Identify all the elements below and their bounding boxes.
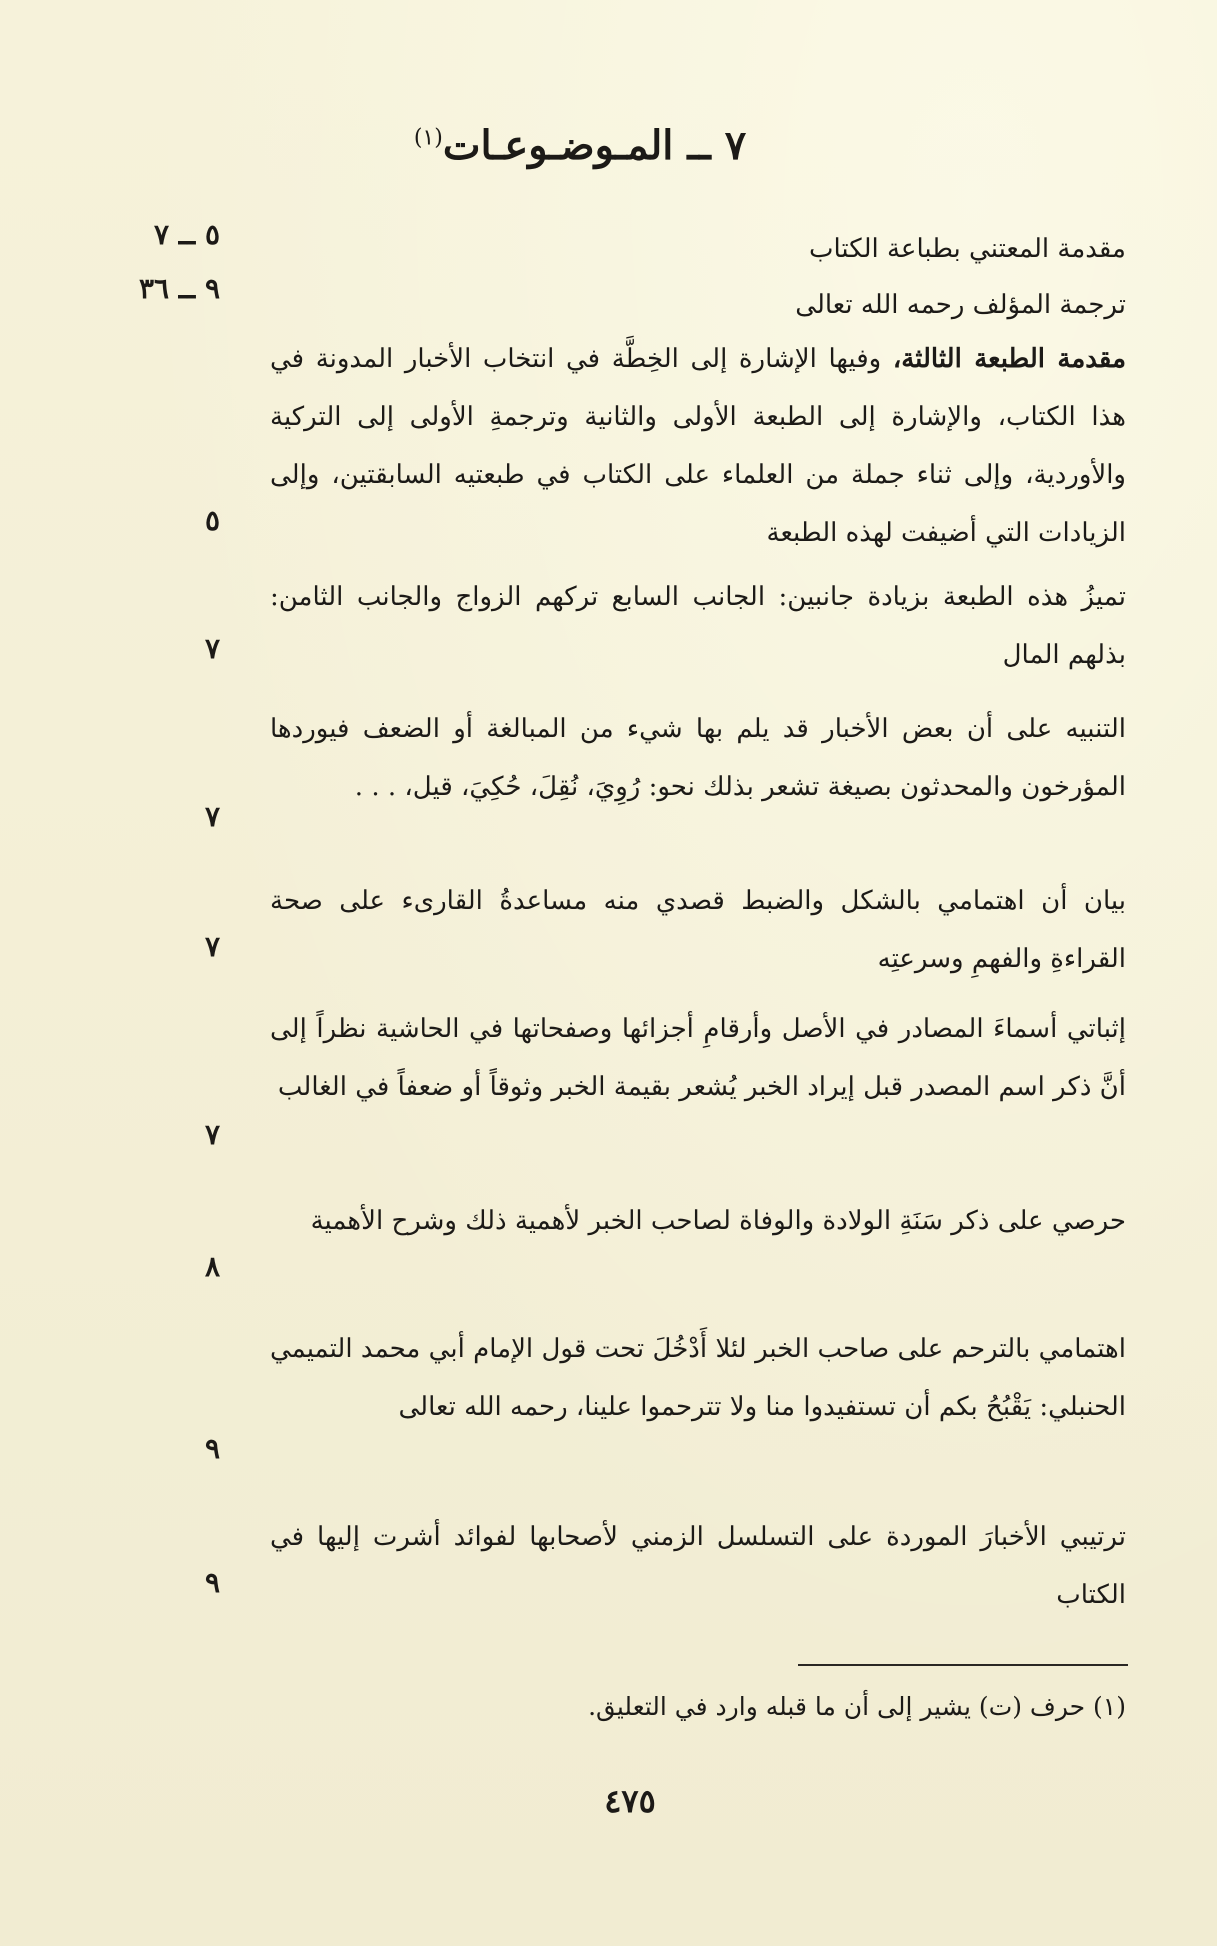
toc-entry-text: وفيها الإشارة إلى الخِطَّة في انتخاب الأخبار المدونة في هذا الكتاب، والإشارة إلى الطبعة الأولى والثانية وترجمةِ الأولى إلى التركية والأوردية، وإلى ثناء جملة من العلماء على الكتاب في طبعتيه السابقتين، وإلى الزيادات التي أضيفت لهذه الطبعة [270, 344, 1126, 548]
toc-entry [270, 1320, 1126, 1436]
toc-entry [270, 1508, 1126, 1624]
toc-entry [270, 872, 1126, 988]
toc-entry-text: حرصي على ذكر سَنَةِ الولادة والوفاة لصاحب الخبر لأهمية ذلك وشرح الأهمية [310, 1206, 1126, 1236]
toc-entry-page: ٨ [204, 1250, 220, 1283]
toc-entry-text: بيان أن اهتمامي بالشكل والضبط قصدي منه مساعدةُ القارىء على صحة القراءةِ والفهمِ وسرعتِه [270, 886, 1126, 974]
toc-entry-page: ٧ [204, 1118, 220, 1151]
footnote: (١) حرف (ت) يشير إلى أن ما قبله وارد في التعليق. [588, 1692, 1126, 1721]
toc-entry [270, 220, 1126, 278]
toc-entry-page: ٥ [204, 504, 220, 537]
toc-entry-text: تميزُ هذه الطبعة بزيادة جانبين: الجانب السابع تركهم الزواج والجانب الثامن: بذلهم المال [270, 582, 1126, 670]
footnote-marker: (١) [413, 125, 443, 151]
toc-entry [270, 276, 1126, 334]
toc-entry-page: ٧ [204, 800, 220, 833]
toc-entry [270, 1000, 1126, 1116]
toc-entry-page: ٩ [204, 1432, 220, 1465]
toc-entry [270, 700, 1126, 816]
toc-entry-page: ٩ [204, 1566, 220, 1599]
footnote-divider [798, 1664, 1128, 1666]
toc-entry-text: التنبيه على أن بعض الأخبار قد يلم بها شيء من المبالغة أو الضعف فيوردها المؤرخون والمحدثون بصيغة تشعر بذلك نحو: رُوِيَ، نُقِلَ، حُكِيَ، قيل، . . . [270, 714, 1126, 802]
toc-entry-page: ٩ ــ ٣٦ [138, 272, 220, 305]
toc-entry [270, 568, 1126, 684]
toc-entry-text: مقدمة المعتني بطباعة الكتاب [808, 234, 1126, 264]
toc-entry-text: ترتيبي الأخبارَ الموردة على التسلسل الزمني لأصحابها لفوائد أشرت إليها في الكتاب [270, 1522, 1126, 1610]
toc-entry-text: اهتمامي بالترحم على صاحب الخبر لئلا أَدْخُلَ تحت قول الإمام أبي محمد التميمي الحنبلي: يَقْبُحُ بكم أن تستفيدوا منا ولا تترحموا علينا، رحمه الله تعالى [270, 1334, 1126, 1422]
section-title-text: ٧ ــ المـوضـوعـات [442, 122, 747, 169]
toc-entry-page: ٥ ــ ٧ [154, 218, 220, 251]
section-title [380, 122, 780, 169]
page-number: ٤٧٥ [604, 1782, 656, 1820]
toc-entry-text: إثباتي أسماءَ المصادر في الأصل وأرقامِ أجزائها وصفحاتها في الحاشية نظراً إلى أنَّ ذكر اسم المصدر قبل إيراد الخبر يُشعر بقيمة الخبر وثوقاً أو ضعفاً في الغالب [270, 1014, 1126, 1102]
toc-entry-text: ترجمة المؤلف رحمه الله تعالى [795, 290, 1126, 320]
toc-entry-page: ٧ [204, 632, 220, 665]
toc-entry [270, 330, 1126, 562]
toc-entry [270, 1192, 1126, 1250]
toc-entry-page: ٧ [204, 930, 220, 963]
toc-entry-lead: مقدمة الطبعة الثالثة، [892, 344, 1126, 374]
